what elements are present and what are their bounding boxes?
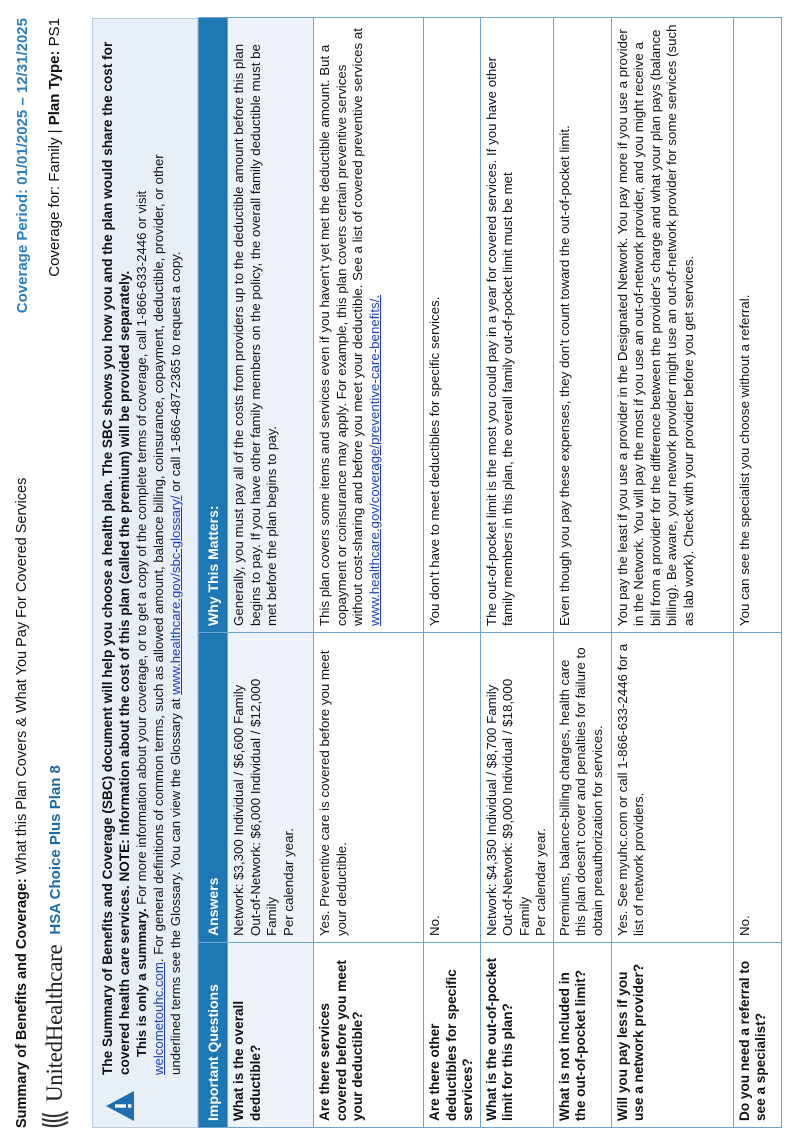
header-important-questions: Important Questions bbox=[199, 943, 228, 1128]
table-row bbox=[611, 18, 733, 1128]
why-text: You don't have to meet deductibles for specific services. bbox=[427, 296, 442, 626]
notice-line-4-a: underlined terms see the Glossary. You can view the Glossary at bbox=[168, 694, 183, 1075]
table-row bbox=[733, 18, 781, 1128]
answer-line: Network: $4,350 Individual / $8,700 Family bbox=[483, 684, 499, 936]
answer-cell bbox=[228, 633, 314, 943]
why-text: You pay the least if you use a provider in the Designated Network. You pay more if you use a provider in the Network. You will pay the most if you use an out-of-network provider, and you might receive a bill from a provider for the difference between the provider's charge and what your plan pays (balance billing). Be aware, your network provider might use an out-of-network provider for some services (such as lab work). Check with your provider before you get services. bbox=[614, 24, 696, 626]
question-cell: Are there services covered before you meet your deductible? bbox=[314, 943, 424, 1128]
table-row bbox=[553, 18, 611, 1128]
warning-icon bbox=[103, 1089, 137, 1123]
answer-cell bbox=[553, 633, 611, 943]
answer-cell bbox=[611, 633, 733, 943]
answer-line: Premiums, balance-billing charges, health care this plan doesn't cover and penalties for failure to obtain preauthorization for services. bbox=[556, 647, 605, 936]
why-text: Even though you pay these expenses, they don't count toward the out-of-pocket limit. bbox=[556, 125, 572, 626]
header-why-this-matters: Why This Matters: bbox=[199, 18, 228, 633]
coverage-for-label: Coverage for: bbox=[46, 185, 63, 277]
brand-name: UnitedHealthcare bbox=[42, 944, 67, 1102]
table-row bbox=[424, 18, 481, 1128]
plan-type-value: PS1 bbox=[46, 18, 63, 51]
question-cell: Will you pay less if you use a network provider? bbox=[611, 943, 733, 1128]
table-header-row bbox=[199, 18, 228, 1128]
notice-line-2-rest: For more information about your coverage, or to get a copy of the complete terms of coverage, call 1-866-633-2446 or visit bbox=[134, 190, 149, 909]
coverage-for-value: Family | bbox=[46, 125, 63, 186]
why-text: This plan covers some items and services even if you haven't yet met the deductible amount. But a copayment or coinsurance may apply. For example, this plan covers certain preventive services without cost-sharing and before you meet your deductible. See a list of covered preventive services at bbox=[317, 28, 365, 626]
coverage-for bbox=[46, 18, 63, 277]
answer-line: Yes. See myuhc.com or call 1-866-633-2446 for a list of network providers. bbox=[614, 643, 646, 936]
answer-line: Network: $3,300 Individual / $6,600 Family bbox=[231, 684, 246, 936]
welcome-link[interactable]: welcometouhc.com bbox=[151, 962, 166, 1075]
benefits-table bbox=[198, 17, 782, 1128]
question-cell: Do you need a referral to see a specialist? bbox=[733, 943, 781, 1128]
question-cell: Are there other deductibles for specific services? bbox=[424, 943, 481, 1128]
answer-line: Per calendar year. bbox=[280, 828, 296, 936]
title-bold: Summary of Benefits and Coverage: bbox=[14, 878, 30, 1128]
preventive-care-link[interactable]: www.healthcare.gov/coverage/preventive-care-benefits/. bbox=[366, 294, 382, 626]
header-answers: Answers bbox=[199, 633, 228, 943]
plan-name: HSA Choice Plus Plan 8 bbox=[46, 765, 64, 935]
why-cell bbox=[228, 18, 314, 633]
table-row bbox=[480, 18, 553, 1128]
notice-line-4 bbox=[167, 31, 184, 1075]
coverage-period: Coverage Period: 01/01/2025 – 12/31/2025 bbox=[14, 18, 31, 314]
notice-line-4-b: or call 1-866-487-2365 to request a copy. bbox=[168, 251, 183, 496]
notice-line-3 bbox=[150, 31, 167, 1075]
answer-line: Out-of-Network: $9,000 Individual / $18,000 Family bbox=[500, 678, 532, 936]
brand-row bbox=[40, 765, 70, 1128]
answer-line: Per calendar year. bbox=[533, 828, 548, 936]
question-cell: What is the out-of-pocket limit for this plan? bbox=[480, 943, 553, 1128]
glossary-link[interactable]: www.healthcare.gov/sbc-glossary/ bbox=[168, 495, 183, 695]
notice-line-2 bbox=[133, 31, 150, 1075]
answer-cell bbox=[424, 633, 481, 943]
answer-line: No. bbox=[736, 915, 752, 936]
why-cell bbox=[733, 18, 781, 633]
uhc-logo-icon bbox=[40, 1106, 70, 1128]
page-header bbox=[14, 18, 94, 1128]
title-rest: What this Plan Covers & What You Pay For Covered Services bbox=[14, 477, 30, 879]
answer-cell bbox=[314, 633, 424, 943]
why-text: You can see the specialist you choose without a referral. bbox=[736, 294, 752, 626]
why-cell bbox=[553, 18, 611, 633]
answer-line: Out-of-Network: $6,000 Individual / $12,000 Family bbox=[247, 678, 279, 936]
table-body bbox=[228, 18, 782, 1128]
why-cell bbox=[314, 18, 424, 633]
answer-cell bbox=[733, 633, 781, 943]
plan-type-label: Plan Type: bbox=[46, 50, 63, 126]
answer-cell bbox=[480, 633, 553, 943]
notice-summary-bold: This is only a summary. bbox=[134, 908, 149, 1057]
answer-line: Yes. Preventive care is covered before you meet your deductible. bbox=[317, 650, 349, 936]
summary-notice bbox=[92, 18, 198, 1128]
why-cell bbox=[480, 18, 553, 633]
answer-line: No. bbox=[427, 915, 442, 936]
document-title bbox=[14, 478, 30, 1128]
notice-text bbox=[99, 31, 184, 1075]
notice-line-1: The Summary of Benefits and Coverage (SBC) document will help you choose a health plan. The SBC shows you how you and the plan would share the cost for covered health care services. NOTE: Information about the cost of this plan (called the premium) will be provided separately. bbox=[100, 41, 132, 1075]
why-text: The out-of-pocket limit is the most you could pay in a year for covered services. If you have other family members in this plan, the overall family out-of-pocket limit must be met bbox=[483, 56, 515, 626]
notice-line-3-rest: . For general definitions of common terms, such as allowed amount, balance billing, coinsurance, copayment, deductible, provider, or other bbox=[151, 154, 166, 963]
table-row bbox=[228, 18, 314, 1128]
why-text: Generally, you must pay all of the costs from providers up to the deductible amount before this plan begins to pay. If you have other family members on the policy, the overall family deductible must be met before the plan begins to pay. bbox=[231, 43, 279, 626]
question-cell: What is the overall deductible? bbox=[228, 943, 314, 1128]
question-cell: What is not included in the out-of-pocket limit? bbox=[553, 943, 611, 1128]
why-cell bbox=[611, 18, 733, 633]
table-row bbox=[314, 18, 424, 1128]
why-cell bbox=[424, 18, 481, 633]
